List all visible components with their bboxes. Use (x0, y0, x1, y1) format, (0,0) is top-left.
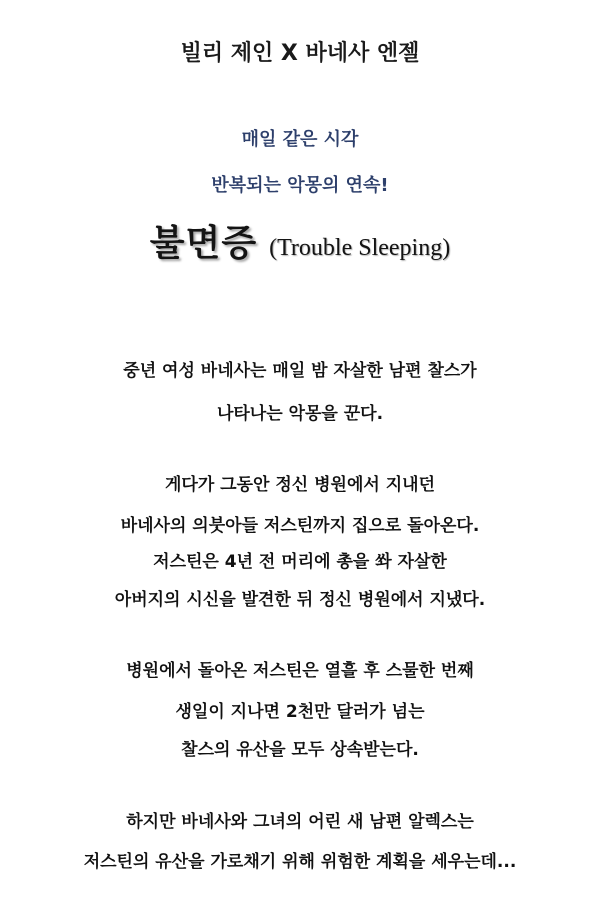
synopsis-line: 게다가 그동안 정신 병원에서 지내던 (164, 475, 435, 495)
synopsis-line: 저스틴은 4년 전 머리에 총을 쏴 자살한 (153, 552, 447, 572)
tagline-line-1: 매일 같은 시각 (241, 129, 359, 150)
synopsis-line: 중년 여성 바네사는 매일 밤 자살한 남편 찰스가 (123, 361, 477, 381)
synopsis-line: 병원에서 돌아온 저스틴은 열흘 후 스물한 번째 (126, 661, 474, 681)
tagline-line-2: 반복되는 악몽의 연속! (211, 175, 389, 196)
synopsis-line: 저스틴의 유산을 가로채기 위해 위험한 계획을 세우는데... (83, 852, 517, 872)
synopsis-line: 바네사의 의붓아들 저스틴까지 집으로 돌아온다. (120, 516, 480, 536)
title-korean: 불면증 (149, 222, 258, 264)
synopsis-line: 생일이 지나면 2천만 달러가 넘는 (175, 702, 425, 722)
synopsis-line: 나타나는 악몽을 꾼다. (216, 404, 384, 424)
title (0, 215, 600, 271)
synopsis-line: 하지만 바네사와 그녀의 어린 새 남편 알렉스는 (126, 812, 474, 832)
synopsis-line: 아버지의 시신을 발견한 뒤 정신 병원에서 지냈다. (114, 590, 486, 610)
synopsis-line: 찰스의 유산을 모두 상속받는다. (181, 740, 419, 760)
title-english: (Trouble Sleeping) (269, 235, 451, 261)
authors-line: 빌리 제인 X 바네사 엔젤 (180, 41, 420, 66)
